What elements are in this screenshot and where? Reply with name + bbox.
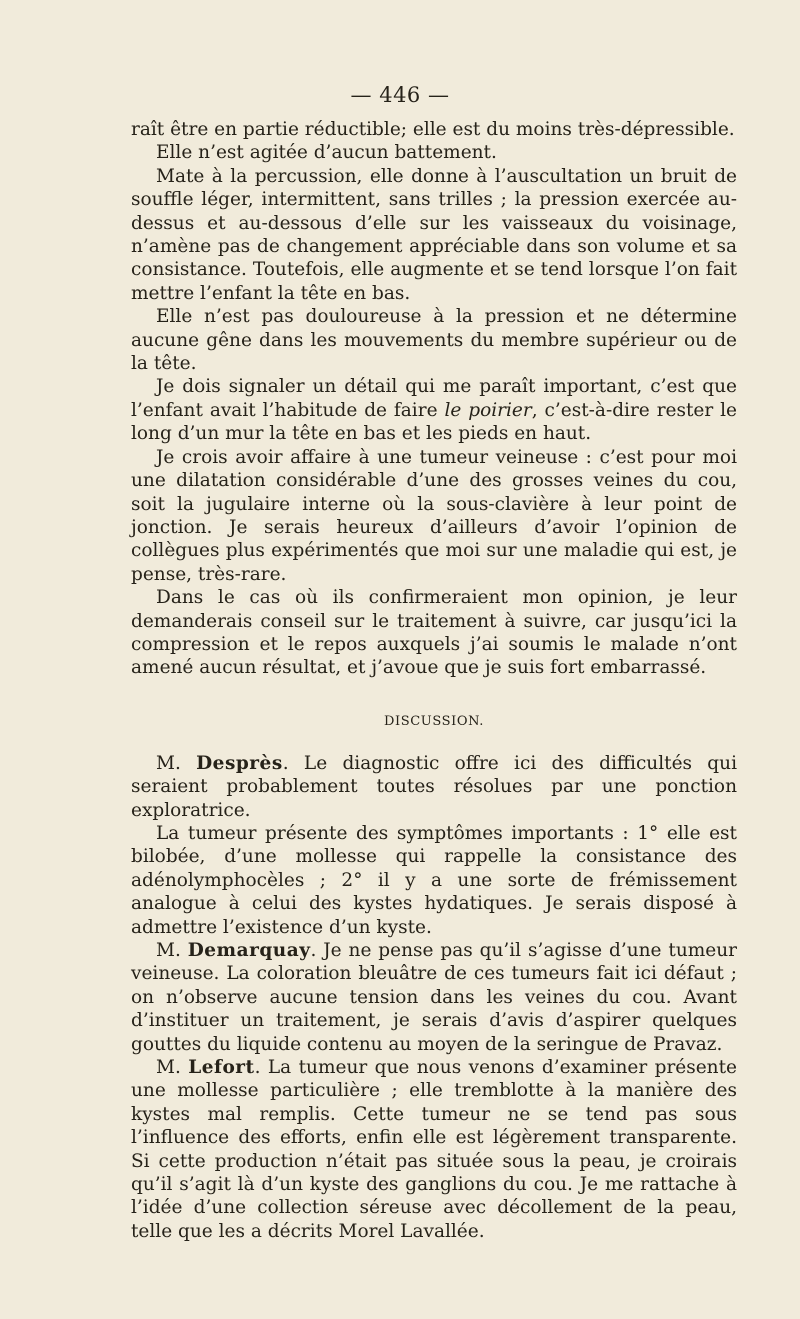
italic-term: le poirier (444, 399, 532, 421)
page-number: — 446 — (350, 83, 450, 107)
spacer (131, 680, 737, 709)
paragraph-poirier (131, 375, 737, 445)
paragraph: Elle n’est pas douloureuse à la pression et ne détermine aucune gêne dans les mouvements du membre supérieur ou de la tête. (131, 306, 737, 375)
discussion-entry (131, 752, 737, 822)
speaker-name: Desprès (196, 752, 283, 774)
paragraph: Mate à la percussion, elle donne à l’auscultation un bruit de souffle léger, intermittent, sans trilles ; la pression exercée au-dessus et au-dessous d’elle sur les vaisseaux du voisinage, n’amène pas de changement appréciable dans son volume et sa consistance. Toutefois, elle augmente et se tend lorsque l’on fait mettre l’enfant la tête en bas. (131, 165, 737, 304)
paragraph: La tumeur présente des symptômes importants : 1° elle est bilobée, d’une mollesse qui rappelle la consistance des adénolymphocèles ; 2° il y a une sorte de frémissement analogue à celui des kystes hydatiques. Je serais disposé à admettre l’existence d’un kyste. (131, 822, 737, 938)
speech-text: . Le diagnostic offre ici des difficultés qui seraient probablement toutes résolues par une ponction exploratrice. (131, 752, 737, 821)
speaker-title: M. (156, 940, 188, 961)
body-text (131, 118, 737, 1243)
speaker-title: M. (156, 752, 197, 774)
paragraph-text: Je dois signaler un détail qui me paraît important, c’est que l’enfant avait l’habitude de faire (131, 376, 737, 421)
paragraph: raît être en partie réductible; elle est du moins très-dépressible. (131, 119, 735, 140)
paragraph: Je crois avoir affaire à une tumeur veineuse : c’est pour moi une dilatation considérable d’une des grosses veines du cou, soit la jugulaire interne où la sous-clavière à leur point de jonction. Je serais heureux d’ailleurs d’avoir l’opinion de collègues plus expérimentés que moi sur une maladie qui est, je pense, très-rare. (131, 446, 737, 585)
discussion-entry (131, 939, 737, 1056)
speaker-name: Lefort (188, 1057, 255, 1079)
speech-text: . Je ne pense pas qu’il s’agisse d’une tumeur veineuse. La coloration bleuâtre de ces tumeurs fait ici défaut ; on n’observe aucune tension dans les veines du cou. Avant d’instituer un traitement, je serais d’avis d’aspirer quelques gouttes du liquide contenu au moyen de la seringue de Pravaz. (131, 940, 737, 1055)
paragraph: Elle n’est agitée d’aucun battement. (156, 142, 497, 164)
discussion-entry (131, 1056, 737, 1243)
paragraph-text: , c’est-à-dire rester le long d’un mur la tête en bas et les pieds en haut. (131, 399, 738, 445)
spacer (131, 735, 737, 752)
speaker-title: M. (156, 1057, 189, 1079)
section-heading: DISCUSSION. (383, 713, 485, 729)
speaker-name: Demarquay (187, 940, 311, 961)
paragraph: Dans le cas où ils confirmeraient mon opinion, je leur demanderais conseil sur le traitement à suivre, car jusqu’ici la compression et le repos auxquels j’ai soumis le malade n’ont amené aucun résultat, et j’avoue que je suis fort embarrassé. (131, 587, 737, 679)
speech-text: . La tumeur que nous venons d’examiner présente une mollesse particulière ; elle tremblotte à la manière des kystes mal remplis. Cette tumeur ne se tend pas sous l’influence des efforts, enfin elle est légèrement transparente. Si cette production n’était pas située sous la peau, je croirais qu’il s’agit là d’un kyste des ganglions du cou. Je me rattache à l’idée d’une collection séreuse avec décollement de la peau, telle que les a décrits Morel Lavallée. (131, 1057, 737, 1242)
